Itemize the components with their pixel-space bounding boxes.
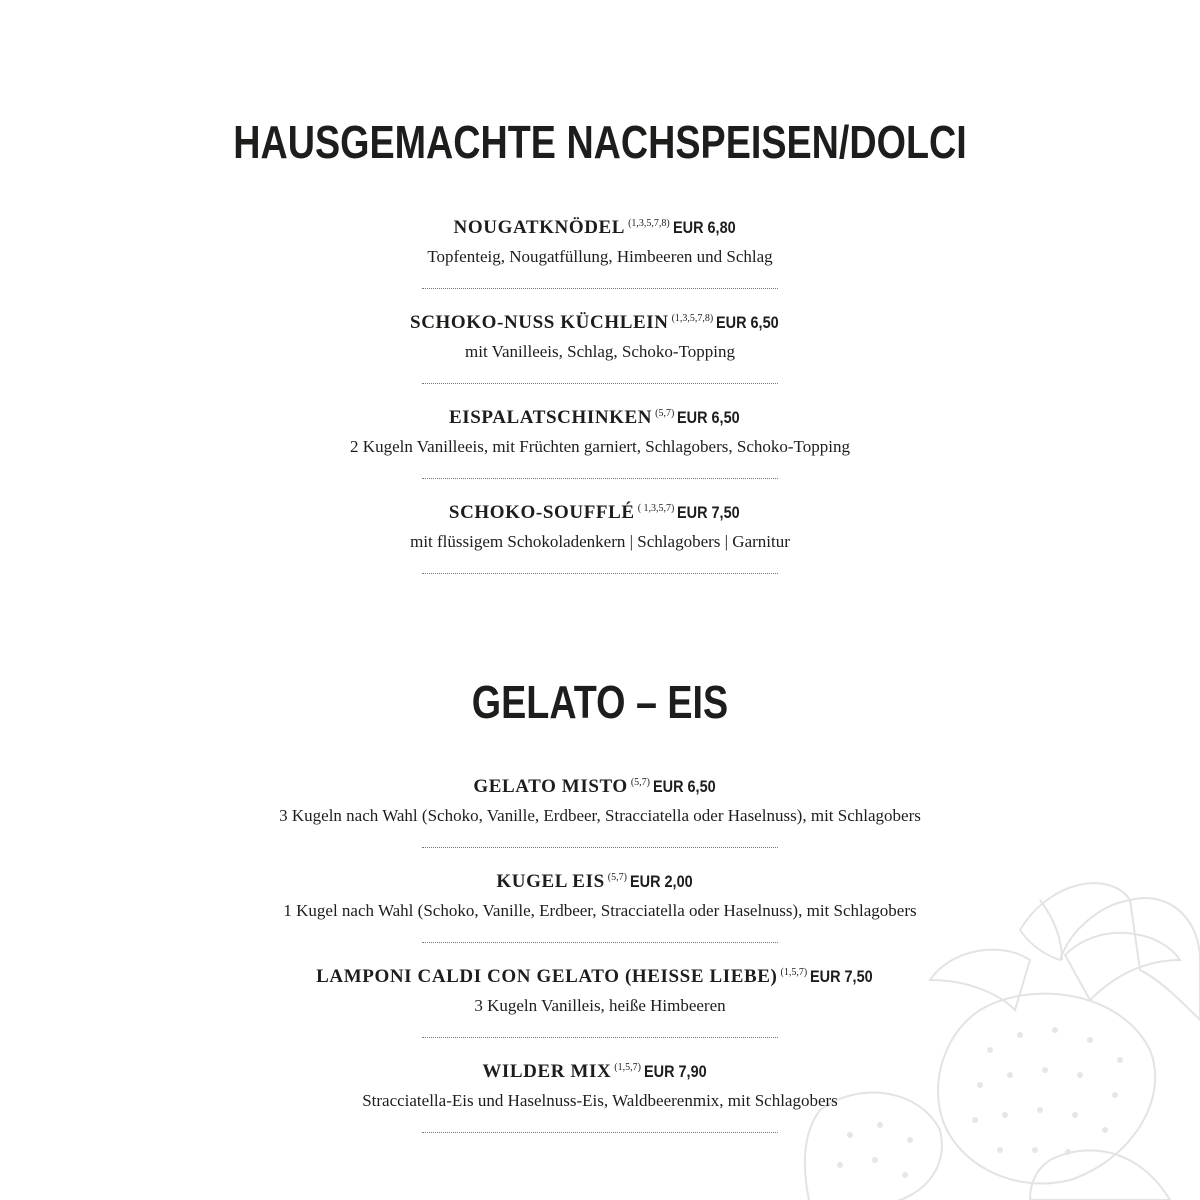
item-price: EUR 7,50 (810, 967, 873, 986)
item-price: EUR 7,50 (677, 503, 741, 522)
item-name: SCHOKO-NUSS KÜCHLEIN (410, 312, 669, 333)
item-allergens: (1,3,5,7,8) (628, 218, 670, 229)
item-name: GELATO MISTO (473, 776, 628, 797)
item-heading (0, 866, 1200, 894)
menu-item (0, 961, 1200, 1038)
menu-item (0, 307, 1200, 384)
item-description: mit Vanilleeis, Schlag, Schoko-Topping (465, 342, 735, 361)
item-price: EUR 6,50 (677, 408, 740, 427)
item-description: 3 Kugeln nach Wahl (Schoko, Vanille, Erdbeer, Stracciatella oder Haselnuss), mit Schlagobers (279, 806, 921, 825)
item-description: mit flüssigem Schokoladenkern | Schlagobers | Garnitur (410, 532, 790, 551)
item-allergens: (5,7) (630, 777, 650, 788)
item-heading (0, 402, 1200, 430)
dotted-divider (422, 288, 778, 289)
menu-item (0, 212, 1200, 289)
menu-item (0, 402, 1200, 479)
dotted-divider (422, 573, 778, 574)
menu-item (0, 866, 1200, 943)
menu-item (0, 497, 1200, 574)
item-name: EISPALATSCHINKEN (448, 407, 653, 428)
item-heading (0, 212, 1200, 240)
item-description: Topfenteig, Nougatfüllung, Himbeeren und Schlag (427, 247, 773, 266)
item-allergens: (5,7) (655, 408, 675, 419)
section-title-gelato: GELATO – EIS (471, 676, 729, 728)
item-heading (0, 771, 1200, 799)
dotted-divider (422, 1132, 778, 1133)
item-description: 2 Kugeln Vanilleeis, mit Früchten garniert, Schlagobers, Schoko-Topping (350, 437, 850, 456)
dotted-divider (422, 942, 778, 943)
item-name: WILDER MIX (482, 1061, 612, 1082)
item-heading (0, 961, 1200, 989)
menu-item (0, 771, 1200, 848)
item-description: Stracciatella-Eis und Haselnuss-Eis, Waldbeerenmix, mit Schlagobers (362, 1091, 838, 1110)
dotted-divider (422, 478, 778, 479)
item-price: EUR 7,90 (643, 1062, 707, 1081)
item-allergens: (1,3,5,7,8) (671, 313, 714, 324)
menu-item (0, 1056, 1200, 1133)
item-price: EUR 6,50 (716, 313, 779, 332)
item-name: NOUGATKNÖDEL (453, 217, 626, 238)
item-description: 1 Kugel nach Wahl (Schoko, Vanille, Erdbeer, Stracciatella oder Haselnuss), mit Schlagobers (283, 901, 917, 920)
item-price: EUR 6,50 (652, 777, 716, 796)
dotted-divider (422, 847, 778, 848)
item-heading (0, 497, 1200, 525)
item-heading (0, 1056, 1200, 1084)
item-heading (0, 307, 1200, 335)
item-allergens: (1,5,7) (780, 967, 808, 978)
item-name: SCHOKO-SOUFFLÉ (448, 502, 635, 523)
item-name: LAMPONI CALDI CON GELATO (HEISSE LIEBE) (316, 966, 778, 987)
item-description: 3 Kugeln Vanilleis, heiße Himbeeren (474, 996, 726, 1015)
item-allergens: (1,5,7) (614, 1062, 641, 1073)
dotted-divider (422, 1037, 778, 1038)
dotted-divider (422, 383, 778, 384)
item-allergens: ( 1,3,5,7) (637, 503, 675, 514)
item-price: EUR 6,80 (672, 218, 736, 237)
item-allergens: (5,7) (607, 872, 627, 883)
item-price: EUR 2,00 (629, 872, 693, 891)
item-name: KUGEL EIS (496, 871, 605, 892)
section-title-dolci: HAUSGEMACHTE NACHSPEISEN/DOLCI (233, 116, 967, 168)
